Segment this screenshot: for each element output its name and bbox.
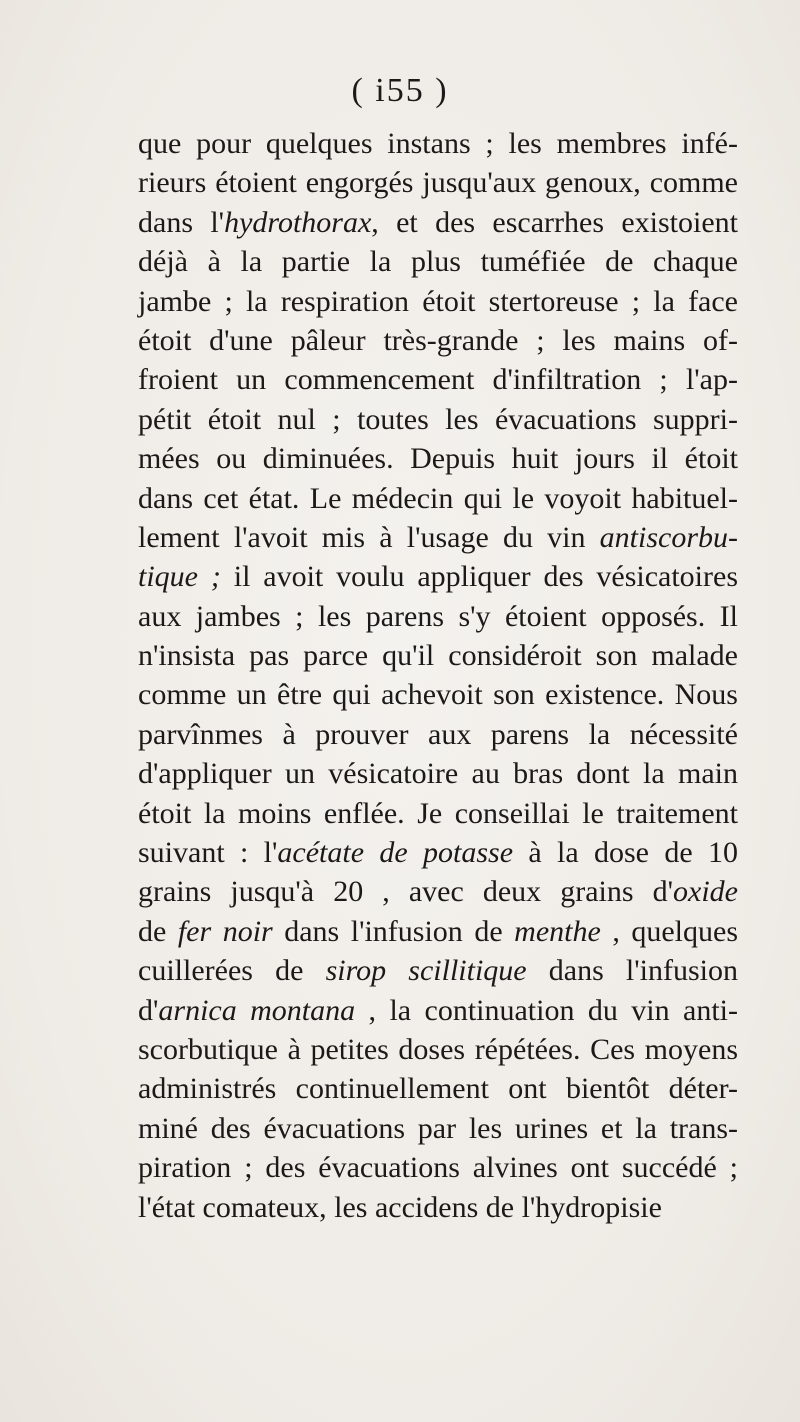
text-line bbox=[138, 833, 738, 872]
italic-text: acétate de potasse bbox=[277, 836, 514, 870]
text-run: comme un être qui achevoit son existence. Nous bbox=[138, 678, 738, 712]
text-run: dans l' bbox=[138, 205, 225, 239]
text-line bbox=[138, 557, 738, 596]
text-line bbox=[138, 282, 738, 321]
text-line bbox=[138, 1109, 738, 1148]
text-line bbox=[138, 597, 738, 636]
text-run: miné des évacuations par les urines et la trans- bbox=[138, 1111, 738, 1145]
text-line bbox=[138, 321, 738, 360]
text-line bbox=[138, 872, 738, 911]
text-run: suivant : l' bbox=[138, 836, 278, 870]
text-line bbox=[138, 794, 738, 833]
text-line bbox=[138, 991, 738, 1030]
italic-text: antiscorbu- bbox=[599, 520, 738, 554]
text-line bbox=[138, 636, 738, 675]
text-run: grains jusqu'à 20 , avec deux grains d' bbox=[138, 875, 674, 909]
text-line bbox=[138, 715, 738, 754]
text-line bbox=[138, 1030, 738, 1069]
italic-text: fer noir bbox=[177, 914, 273, 948]
text-run: aux jambes ; les parens s'y étoient opposés. Il bbox=[138, 599, 738, 633]
text-run: mées ou diminuées. Depuis huit jours il étoit bbox=[138, 442, 738, 476]
italic-text: tique ; bbox=[138, 560, 221, 594]
text-line bbox=[138, 912, 738, 951]
text-run: , la continuation du vin anti- bbox=[355, 993, 738, 1027]
italic-text: sirop scillitique bbox=[325, 954, 527, 988]
text-line bbox=[138, 479, 738, 518]
text-line bbox=[138, 163, 738, 202]
text-run: il avoit voulu appliquer des vésicatoires bbox=[220, 560, 738, 594]
text-run: étoit d'une pâleur très-grande ; les mains of- bbox=[138, 323, 738, 357]
text-run: parvînmes à prouver aux parens la nécessité bbox=[138, 717, 738, 751]
text-run: scorbutique à petites doses répétées. Ces moyens bbox=[138, 1032, 738, 1066]
text-line bbox=[138, 951, 738, 990]
text-line bbox=[138, 203, 738, 242]
text-run: à la dose de 10 bbox=[513, 836, 738, 870]
text-run: de bbox=[138, 914, 178, 948]
text-line bbox=[138, 400, 738, 439]
italic-text: hydrothorax bbox=[224, 205, 372, 239]
text-run: rieurs étoient engorgés jusqu'aux genoux, comme bbox=[138, 166, 738, 200]
italic-text: arnica montana bbox=[158, 993, 356, 1027]
text-run: n'insista pas parce qu'il considéroit son malade bbox=[138, 639, 738, 673]
text-run: étoit la moins enflée. Je conseillai le traitement bbox=[138, 796, 738, 830]
italic-text: oxide bbox=[673, 875, 738, 909]
text-line bbox=[138, 518, 738, 557]
text-run: déjà à la partie la plus tuméfiée de chaque bbox=[138, 245, 738, 279]
text-line bbox=[138, 360, 738, 399]
text-run: administrés continuellement ont bientôt déter- bbox=[138, 1072, 738, 1106]
text-run: que pour quelques instans ; les membres infé- bbox=[138, 127, 738, 160]
text-line bbox=[138, 1188, 738, 1227]
text-line bbox=[138, 242, 738, 281]
text-run: d'appliquer un vésicatoire au bras dont la main bbox=[138, 757, 738, 791]
text-run: dans l'infusion bbox=[526, 954, 738, 988]
text-run: jambe ; la respiration étoit stertoreuse ; la face bbox=[138, 284, 738, 318]
body-text bbox=[138, 124, 738, 1227]
text-run: l'état comateux, les accidens de l'hydropisie bbox=[138, 1190, 662, 1224]
text-run: dans l'infusion de bbox=[272, 914, 515, 948]
text-line bbox=[138, 675, 738, 714]
page-number: ( i55 ) bbox=[351, 72, 449, 109]
text-line bbox=[138, 1148, 738, 1187]
italic-text: menthe bbox=[514, 914, 601, 948]
text-run: dans cet état. Le médecin qui le voyoit habituel- bbox=[138, 481, 738, 515]
text-run: pétit étoit nul ; toutes les évacuations suppri- bbox=[138, 402, 738, 436]
text-run: piration ; des évacuations alvines ont succédé ; bbox=[138, 1151, 738, 1185]
text-run: froient un commencement d'infiltration ; l'ap- bbox=[138, 363, 738, 397]
text-line bbox=[138, 439, 738, 478]
text-line bbox=[138, 754, 738, 793]
text-run: cuillerées de bbox=[138, 954, 326, 988]
text-run: d' bbox=[138, 993, 159, 1027]
text-run: , quelques bbox=[600, 914, 738, 948]
text-line bbox=[138, 1069, 738, 1108]
text-line bbox=[138, 124, 738, 163]
text-run: , et des escarrhes existoient bbox=[371, 205, 738, 239]
text-run: lement l'avoit mis à l'usage du vin bbox=[138, 520, 600, 554]
